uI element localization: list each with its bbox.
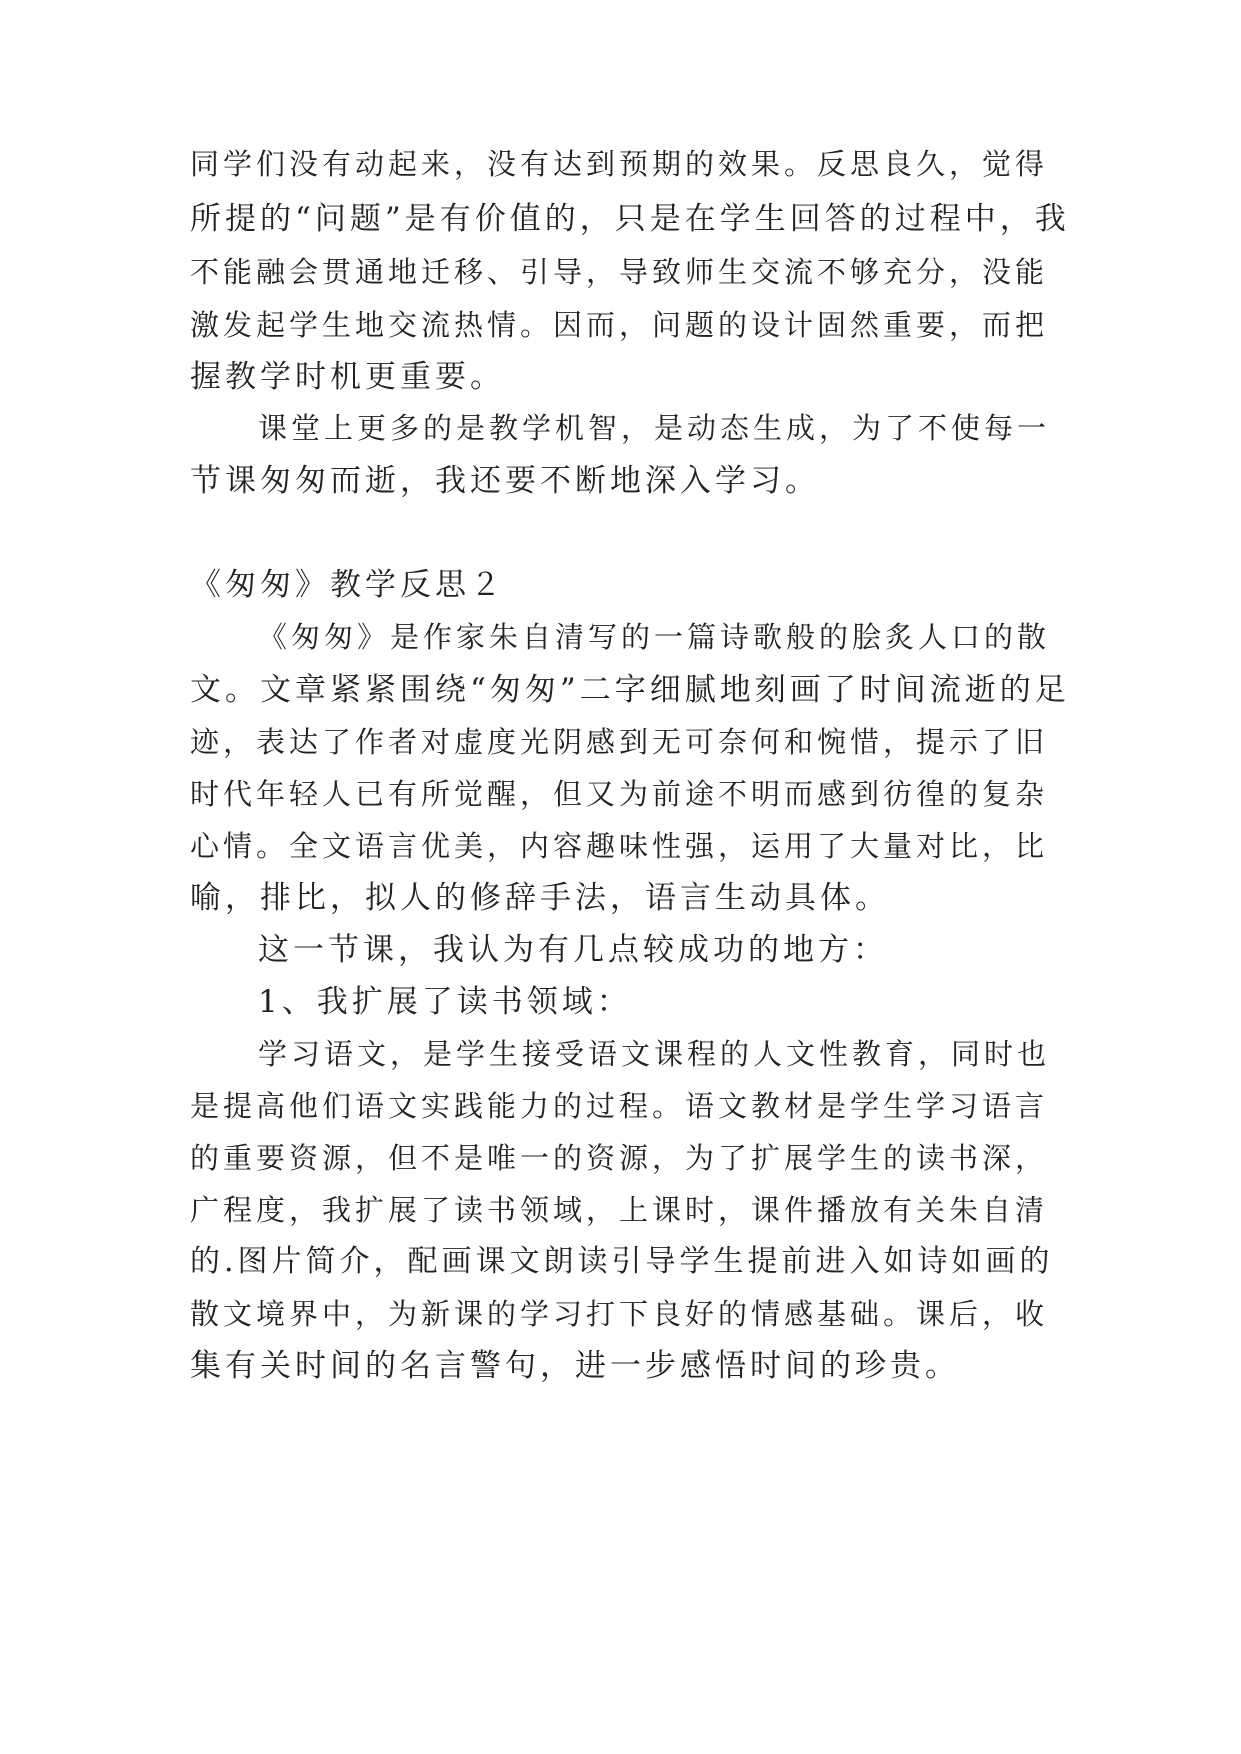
text-line: 时代年轻人已有所觉醒，但又为前途不明而感到彷徨的复杂: [190, 777, 1049, 811]
text-line: 这一节课，我认为有几点较成功的地方：: [258, 932, 888, 968]
text-line: 喻，排比，拟人的修辞手法，语言生动具体。: [190, 880, 890, 916]
text-line: 1、我扩展了读书领域：: [258, 984, 632, 1020]
text-line: 握教学时机更重要。: [190, 359, 505, 395]
text-line: 节课匆匆而逝，我还要不断地深入学习。: [190, 463, 820, 499]
document-page: [190, 0, 1070, 1754]
text-line: 广程度，我扩展了读书领域，上课时，课件播放有关朱自清: [190, 1193, 1049, 1227]
text-line: 所提的“问题”是有价值的，只是在学生回答的过程中，我: [190, 201, 1070, 237]
text-line: 迹，表达了作者对虚度光阴感到无可奈何和惋惜，提示了旧: [190, 725, 1049, 759]
text-line: 散文境界中，为新课的学习打下良好的情感基础。课后，收: [190, 1297, 1049, 1331]
text-line: 是提高他们语文实践能力的过程。语文教材是学生学习语言: [190, 1089, 1049, 1123]
text-line: 文。文章紧紧围绕“匆匆”二字细腻地刻画了时间流逝的足: [190, 672, 1070, 708]
text-line: 《匆匆》是作家朱自清写的一篇诗歌般的脍炙人口的散: [258, 620, 1051, 654]
text-line: 的.图片简介，配画课文朗读引导学生提前进入如诗如画的: [190, 1244, 1054, 1279]
text-line: 集有关时间的名言警句，进一步感悟时间的珍贵。: [190, 1348, 960, 1384]
text-line: 心情。全文语言优美，内容趣味性强，运用了大量对比，比: [190, 829, 1049, 863]
section-heading: 《匆匆》教学反思２: [190, 567, 505, 603]
text-line: 课堂上更多的是教学机智，是动态生成，为了不使每一: [258, 411, 1051, 445]
text-line: 的重要资源，但不是唯一的资源，为了扩展学生的读书深，: [190, 1141, 1049, 1175]
text-line: 学习语文，是学生接受语文课程的人文性教育，同时也: [258, 1037, 1051, 1071]
text-line: 不能融会贯通地迁移、引导，导致师生交流不够充分，没能: [190, 255, 1049, 289]
text-line: 同学们没有动起来，没有达到预期的效果。反思良久，觉得: [190, 147, 1049, 181]
text-line: 激发起学生地交流热情。因而，问题的设计固然重要，而把: [190, 308, 1049, 342]
